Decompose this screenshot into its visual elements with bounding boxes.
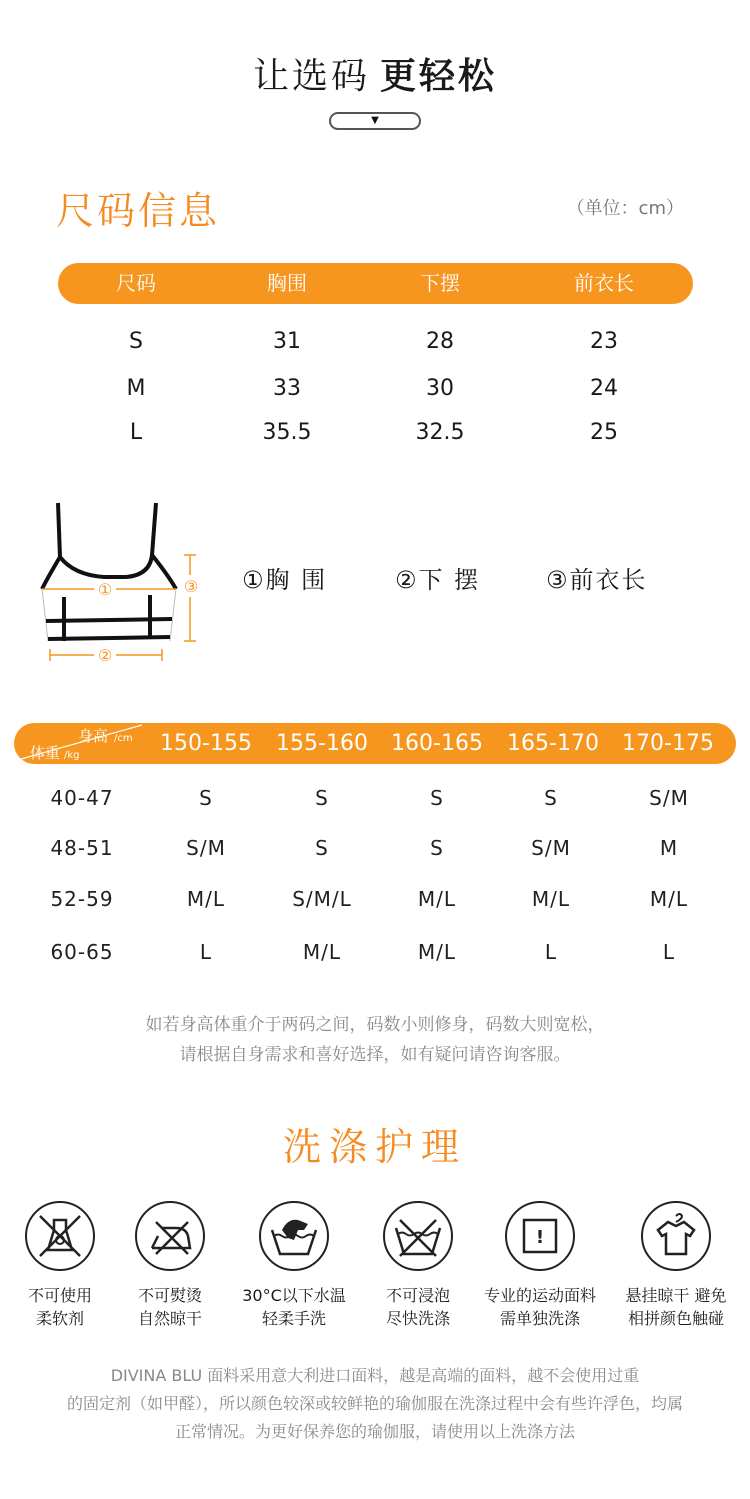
care-label: 需单独洗涤 [499, 1309, 580, 1328]
col-header-height: 150-155 [160, 731, 252, 756]
row-weight: 40-47 [50, 786, 114, 810]
care-note-line2: 的固定剂（如甲醛），所以颜色较深或较鲜艳的瑜伽服在洗涤过程中会有些许浮色，均属 [66, 1394, 683, 1413]
table-cell: L [662, 940, 676, 964]
col-header-front-length: 前衣长 [574, 271, 634, 295]
table-cell: S [544, 786, 558, 810]
table-cell: 28 [426, 329, 454, 354]
size-note-line1: 如若身高体重介于两码之间，码数小则修身，码数大则宽松， [145, 1015, 605, 1035]
marker-front-length: ③ [183, 577, 199, 596]
table-cell: L [129, 420, 143, 445]
care-label: 悬挂晾干 避免 [625, 1286, 727, 1305]
col-header-chest: 胸围 [267, 271, 307, 295]
care-title: 洗涤护理 [282, 1125, 467, 1169]
table-cell: S [430, 786, 444, 810]
table-cell: S/M [649, 786, 689, 810]
marker-hem: ② [97, 646, 113, 665]
table-cell: 35.5 [262, 420, 312, 445]
table-cell: 23 [590, 329, 618, 354]
care-label: 自然晾干 [137, 1309, 202, 1328]
col-header-height: 165-170 [507, 731, 599, 756]
care-note-line1: DIVINA BLU 面料采用意大利进口面料，越是高端的面料，越不会使用过重 [110, 1366, 640, 1385]
recommend-table-header [14, 723, 736, 764]
table-cell: 25 [590, 420, 618, 445]
care-label: 不可熨烫 [137, 1286, 202, 1305]
legend-chest: ①胸 围 [242, 566, 328, 594]
no-bleach-icon [24, 1200, 96, 1272]
exclamation-icon: ! [535, 1227, 545, 1248]
table-cell: M/L [302, 940, 342, 964]
col-header-hem: 下摆 [420, 271, 460, 295]
care-label: 相拼颜色触碰 [627, 1309, 724, 1328]
table-cell: 24 [590, 376, 618, 401]
hand-wash-icon [258, 1200, 330, 1272]
table-cell: M/L [531, 887, 571, 911]
height-weight-corner [14, 723, 154, 764]
table-cell: M/L [417, 887, 457, 911]
table-cell: 32.5 [415, 420, 465, 445]
corner-weight-label: 体重 [30, 744, 61, 762]
marker-chest: ① [97, 580, 113, 599]
table-cell: M/L [417, 940, 457, 964]
table-cell: M/L [186, 887, 226, 911]
row-weight: 52-59 [50, 887, 114, 911]
table-cell: 33 [273, 376, 301, 401]
title-light: 让选码 [252, 56, 370, 97]
size-table-header [58, 263, 693, 304]
wash-separately-icon [504, 1200, 576, 1272]
corner-weight-unit: /kg [64, 750, 80, 761]
table-cell: S [315, 836, 329, 860]
corner-height-label: 身高 [78, 727, 109, 745]
table-cell: 30 [426, 376, 454, 401]
no-soak-icon [382, 1200, 454, 1272]
legend-hem: ②下 摆 [395, 566, 481, 594]
corner-height-unit: /cm [114, 733, 133, 744]
table-cell: S/M/L [292, 887, 352, 911]
care-label: 30°C以下水温 [242, 1286, 346, 1305]
care-item [110, 1200, 230, 1330]
care-label: 尽快洗涤 [385, 1309, 450, 1328]
table-cell: S/M [531, 836, 571, 860]
care-label: 柔软剂 [35, 1309, 84, 1328]
table-cell: M [659, 836, 679, 860]
unit-label: （单位：cm） [566, 198, 684, 219]
page-title [0, 48, 750, 99]
table-cell: M/L [649, 887, 689, 911]
table-cell: 31 [273, 329, 301, 354]
row-weight: 48-51 [50, 836, 114, 860]
care-label: 不可浸泡 [385, 1286, 450, 1305]
title-bold: 更轻松 [380, 56, 498, 97]
hang-dry-icon [640, 1200, 712, 1272]
chevron-down-icon: ▼ [371, 115, 379, 126]
care-item [358, 1200, 478, 1330]
care-label: 不可使用 [27, 1286, 92, 1305]
no-iron-icon [134, 1200, 206, 1272]
table-cell: L [544, 940, 558, 964]
table-cell: M [126, 376, 146, 401]
table-cell: S [199, 786, 213, 810]
table-cell: S [430, 836, 444, 860]
row-weight: 60-65 [50, 940, 114, 964]
care-item [616, 1200, 736, 1330]
sports-bra-measurement-diagram [34, 495, 214, 670]
table-cell: S/M [186, 836, 226, 860]
col-header-height: 170-175 [622, 731, 714, 756]
legend-front-length: ③前衣长 [546, 566, 648, 594]
care-note-line3: 正常情况。为更好保养您的瑜伽服，请使用以上洗涤方法 [174, 1422, 575, 1441]
table-cell: S [315, 786, 329, 810]
col-header-size: 尺码 [116, 271, 156, 295]
col-header-height: 155-160 [276, 731, 368, 756]
care-item [480, 1200, 600, 1330]
care-item [0, 1200, 120, 1330]
care-label: 轻柔手洗 [261, 1309, 326, 1328]
expand-pill[interactable] [329, 112, 421, 130]
table-cell: S [129, 329, 143, 354]
care-item [234, 1200, 354, 1330]
col-header-height: 160-165 [391, 731, 483, 756]
table-cell: L [199, 940, 213, 964]
size-note-line2: 请根据自身需求和喜好选择，如有疑问请咨询客服。 [179, 1045, 571, 1065]
care-label: 专业的运动面料 [483, 1286, 596, 1305]
size-info-title: 尺码信息 [56, 189, 221, 233]
